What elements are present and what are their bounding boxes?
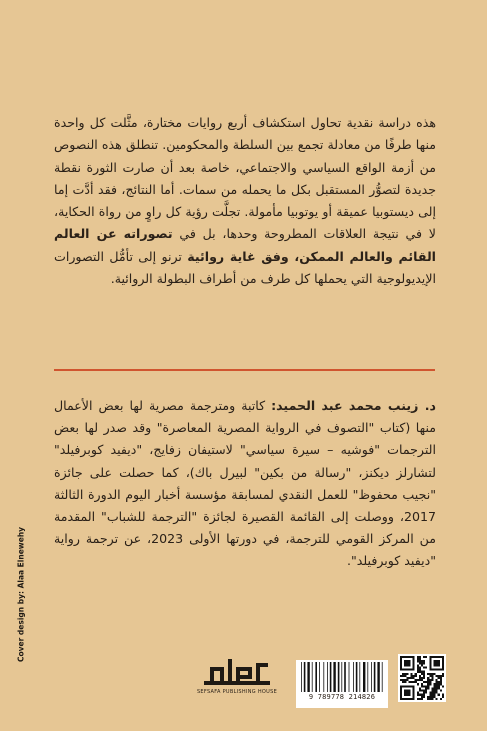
- blurb-text-2: ترنو إلى تأمُّل التصورات الإيديولوجية التي يحملها كل طرف من أطراف البطولة الروائية.: [54, 248, 436, 287]
- publisher-name: SEFSAFA PUBLISHING HOUSE: [196, 689, 278, 695]
- qr-code-icon: [400, 656, 444, 700]
- author-name: د. زينب محمد عبد الحميد:: [271, 398, 436, 413]
- cover-design-credit: Cover design by: Alaa Elnewehy: [16, 526, 26, 663]
- qr-code: [398, 654, 446, 702]
- barcode-icon: [300, 662, 384, 692]
- blurb-bold-text: تصوراته عن العالم القائم والعالم الممكن، وفق غاية روائية: [54, 226, 436, 264]
- author-bio: [54, 395, 436, 573]
- isbn-number: 9 789778 214826: [308, 693, 376, 701]
- blurb-paragraph: [54, 112, 436, 290]
- divider-line: [54, 369, 435, 371]
- blurb-text-1: هذه دراسة نقدية تحاول استكشاف أربع روايات مختارة، مثَّلت كل واحدة منها طرفًا من معادلة تجمع بين السلطة والمحكومين. تنطلق هذه النصوص من أزمة الواقع السياسي والاجتماعي، خاصة بعد أن صارت الثورة نقطة جديدة لتصوُّر المستقبل بكل ما يحمله من سمات. أما النتائج، فقد أدَّت إما إلى ديستوبيا عميقة أو يوتوبيا مأمولة. تجلَّت رؤية كل راوٍ من رواة الحكاية، لا في نتيجة العلاقات المطروحة وحدها، بل في: [54, 115, 436, 242]
- author-bio-text: كاتبة ومترجمة مصرية لها بعض الأعمال منها (كتاب "التصوف في الرواية المصرية المعاصرة" وقد صدر لها بعض الترجمات "فوشيه – سيرة سياسي" لاستيفان زفايج، "ديفيد كوبرفيلد" لتشارلز ديكنز، "رسالة من بكين" لبيرل باك)، كما حصلت على جائزة "نجيب محفوظ" للعمل النقدي لمسابقة مؤسسة أخبار اليوم الدورة الثالثة 2017، ووصلت إلى القائمة القصيرة لجائزة "الترجمة للشباب" المقدمة من المركز القومي للترجمة، في دورتها الأولى 2023، عن ترجمة رواية "ديفيد كوبرفيلد".: [54, 398, 436, 569]
- isbn-barcode: [296, 660, 388, 708]
- publisher-logo-icon: [202, 655, 272, 687]
- publisher-logo: [188, 655, 286, 705]
